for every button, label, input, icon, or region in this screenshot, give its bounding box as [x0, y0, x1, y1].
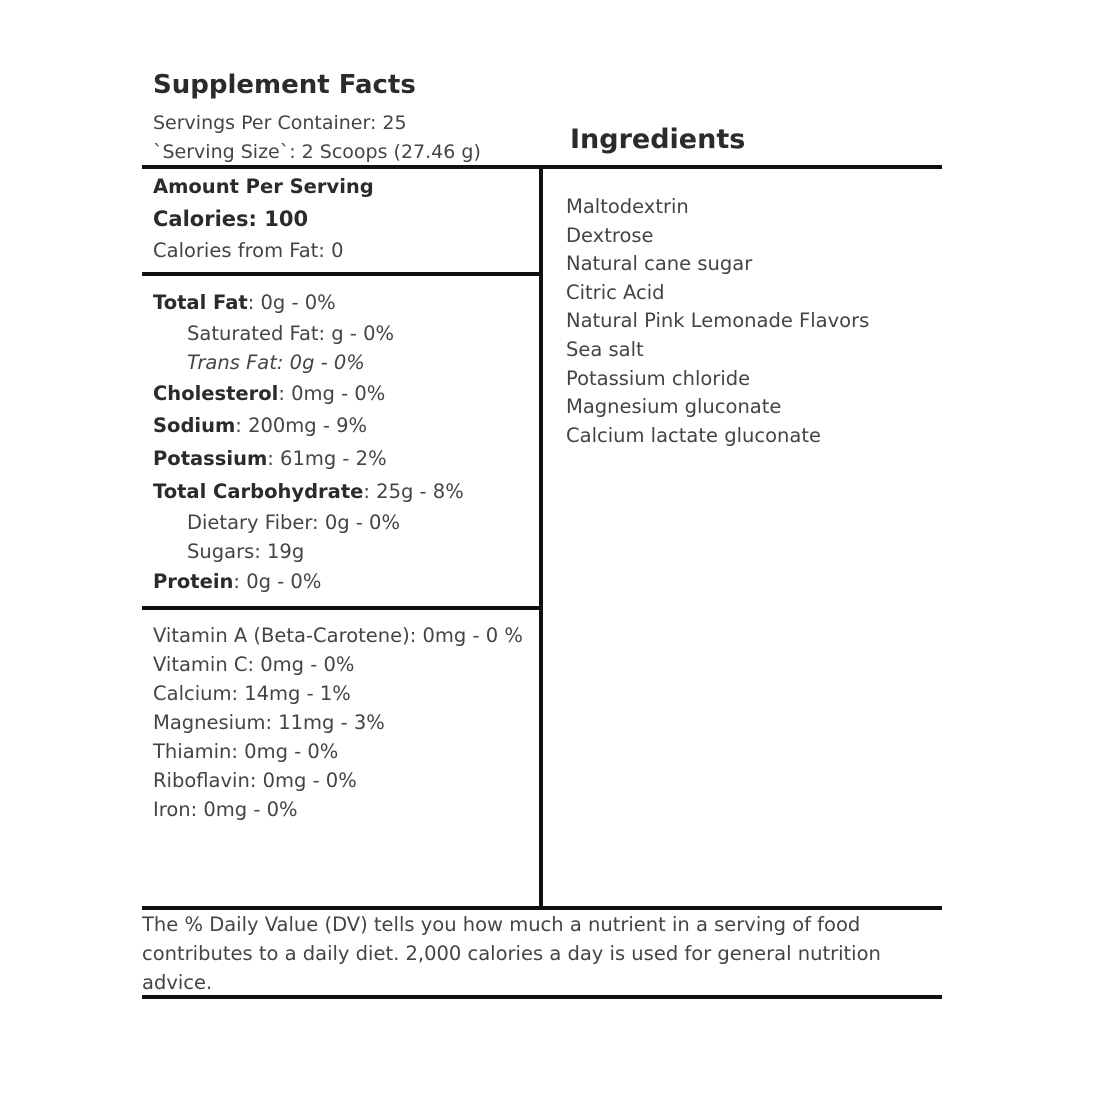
nutrients-rule	[142, 606, 541, 610]
nutrient-name: Cholesterol	[153, 382, 279, 405]
nutrient-value: : 0g - 0%	[247, 291, 336, 314]
ingredients-title: Ingredients	[570, 124, 746, 155]
nutrient-value: : 0mg - 0%	[278, 382, 386, 405]
nutrient-saturated-fat	[187, 322, 394, 345]
ingredient-item: Natural Pink Lemonade Flavors	[566, 309, 870, 333]
ingredient-item: Natural cane sugar	[566, 252, 753, 276]
nutrient-sugars	[187, 540, 304, 563]
nutrient-name: Sodium	[153, 414, 236, 437]
ingredient-item: Dextrose	[566, 223, 654, 247]
ingredient-item: Calcium lactate gluconate	[566, 423, 821, 447]
nutrient-trans-fat	[187, 351, 365, 374]
serving-size: `Serving Size`: 2 Scoops (27.46 g)	[153, 141, 481, 163]
nutrient-name: Potassium	[153, 447, 268, 470]
vitamin-item: Vitamin C: 0mg - 0%	[153, 653, 355, 676]
nutrient-total-carbohydrate	[153, 480, 464, 503]
amount-per-serving: Amount Per Serving	[153, 175, 374, 198]
vitamin-item: Thiamin: 0mg - 0%	[153, 740, 339, 763]
ingredient-item: Maltodextrin	[566, 195, 689, 218]
vitamins-list	[153, 621, 533, 824]
vitamin-item: Calcium: 14mg - 1%	[153, 682, 351, 705]
ingredients-list	[566, 193, 869, 450]
ingredient-item: Sea salt	[566, 337, 644, 361]
ingredient-item: Citric Acid	[566, 280, 665, 304]
servings-per-container: Servings Per Container: 25	[153, 112, 407, 134]
nutrient-value: : 61mg - 2%	[267, 447, 387, 470]
vitamin-item: Riboflavin: 0mg - 0%	[153, 769, 357, 792]
daily-value-footnote: The % Daily Value (DV) tells you how much a nutrient in a serving of food contributes to a daily diet. 2,000 calories a day is used for general nutrition advice.	[142, 913, 881, 994]
ingredient-item: Potassium chloride	[566, 366, 751, 390]
nutrient-dietary-fiber	[187, 511, 400, 534]
nutrient-protein	[153, 570, 321, 593]
vitamin-item: Magnesium: 11mg - 3%	[153, 711, 385, 734]
nutrient-cholesterol	[153, 382, 385, 405]
nutrient-name: Sugars: 19g	[187, 540, 305, 563]
nutrient-value: : 25g - 8%	[363, 480, 464, 503]
nutrient-name: Saturated Fat: g - 0%	[187, 322, 395, 345]
vitamin-item: Iron: 0mg - 0%	[153, 798, 298, 821]
nutrient-name: Total Fat	[153, 291, 248, 314]
nutrient-potassium	[153, 447, 387, 470]
nutrient-value: : 0g - 0%	[233, 570, 322, 593]
nutrient-name: Total Carbohydrate	[153, 480, 364, 503]
column-divider	[539, 165, 543, 908]
nutrient-name: Dietary Fiber: 0g - 0%	[187, 511, 400, 534]
calories-from-fat: Calories from Fat: 0	[153, 239, 344, 262]
nutrient-value: : 200mg - 9%	[235, 414, 368, 437]
nutrient-name: Trans Fat: 0g - 0%	[187, 351, 365, 374]
supplement-facts-title: Supplement Facts	[153, 70, 416, 100]
vitamin-item: Vitamin A (Beta-Carotene): 0mg - 0 %	[153, 624, 523, 647]
calories-rule	[142, 272, 541, 276]
nutrient-sodium	[153, 414, 367, 437]
calories: Calories: 100	[153, 207, 309, 231]
nutrient-total-fat	[153, 291, 336, 314]
ingredient-item: Magnesium gluconate	[566, 395, 782, 419]
nutrient-name: Protein	[153, 570, 234, 593]
